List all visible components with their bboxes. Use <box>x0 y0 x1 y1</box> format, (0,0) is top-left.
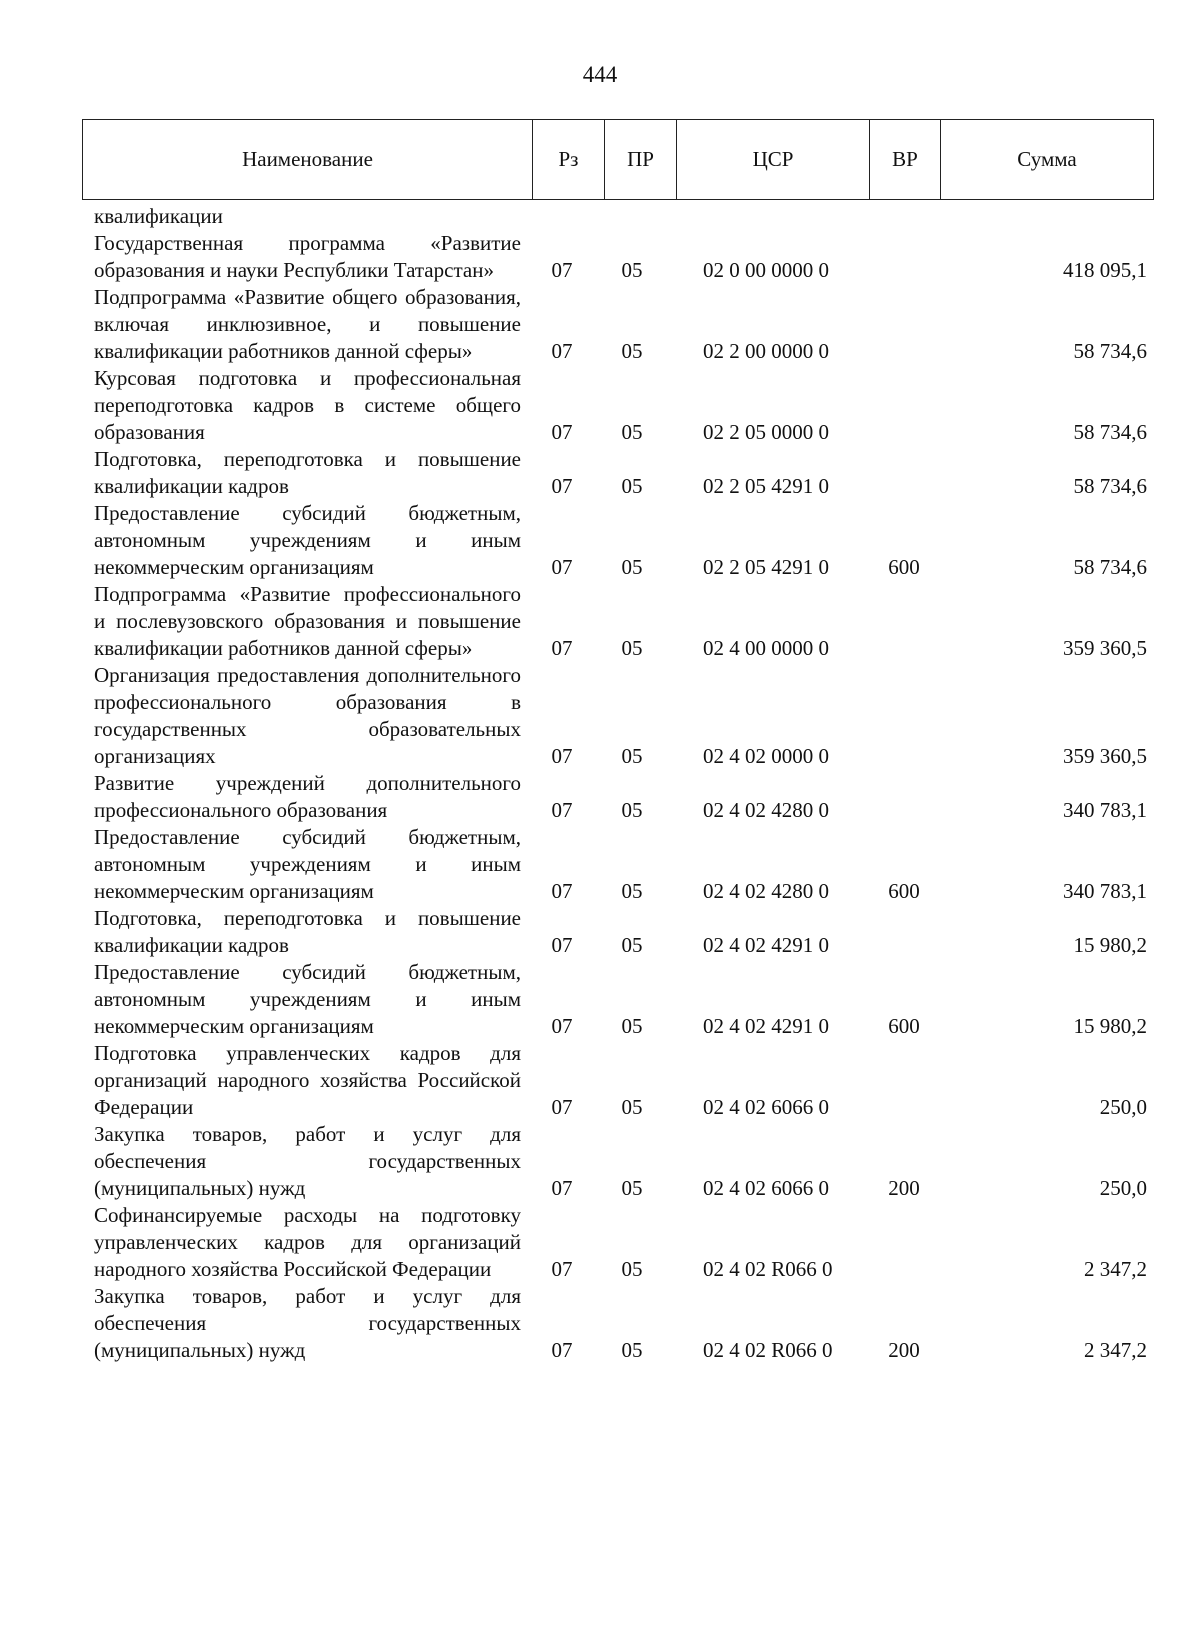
row-vr: 600 <box>888 1014 920 1038</box>
header-sum: Сумма <box>941 120 1154 200</box>
row-csr: 02 4 00 0000 0 <box>703 636 829 660</box>
row-name: Закупка товаров, работ и услуг для обеспечения государственных (муниципальных) нужд <box>94 1122 521 1200</box>
row-name: Предоставление субсидий бюджетным, автономным учреждениям и иным некоммерческим организациям <box>94 825 521 903</box>
row-rz: 07 <box>551 798 573 822</box>
row-name: Организация предоставления дополнительного профессионального образования в государственных образовательных организациях <box>94 663 521 768</box>
row-sum: 15 980,2 <box>1073 933 1147 957</box>
row-pr: 05 <box>621 1176 643 1200</box>
row-rz: 07 <box>551 474 573 498</box>
row-rz: 07 <box>551 879 573 903</box>
row-name: Курсовая подготовка и профессиональная переподготовка кадров в системе общего образования <box>94 366 521 444</box>
row-vr: 600 <box>888 879 920 903</box>
table-row <box>82 662 1147 770</box>
table-row <box>82 581 1147 662</box>
row-name: Предоставление субсидий бюджетным, автономным учреждениям и иным некоммерческим организациям <box>94 501 521 579</box>
row-pr: 05 <box>621 420 643 444</box>
row-rz: 07 <box>551 744 573 768</box>
row-sum: 340 783,1 <box>1063 879 1147 903</box>
row-pr: 05 <box>621 1338 643 1362</box>
row-sum: 58 734,6 <box>1073 474 1147 498</box>
row-sum: 250,0 <box>1099 1176 1147 1200</box>
row-sum: 418 095,1 <box>1063 258 1147 282</box>
row-csr: 02 2 05 0000 0 <box>703 420 829 444</box>
row-name: Развитие учреждений дополнительного профессионального образования <box>94 771 521 822</box>
row-pr: 05 <box>621 879 643 903</box>
row-name: Подготовка управленческих кадров для организаций народного хозяйства Российской Федерации <box>94 1041 521 1119</box>
row-name: Государственная программа «Развитие образования и науки Республики Татарстан» <box>94 231 521 282</box>
row-rz: 07 <box>551 1257 573 1281</box>
row-sum: 359 360,5 <box>1063 636 1147 660</box>
row-sum: 250,0 <box>1099 1095 1147 1119</box>
header-csr: ЦСР <box>677 120 870 200</box>
row-rz: 07 <box>551 933 573 957</box>
row-csr: 02 4 02 4291 0 <box>703 1014 829 1038</box>
table-row <box>82 500 1147 581</box>
row-rz: 07 <box>551 1338 573 1362</box>
row-csr: 02 4 02 4280 0 <box>703 879 829 903</box>
table-row <box>82 230 1147 284</box>
row-name: Подготовка, переподготовка и повышение квалификации кадров <box>94 906 521 957</box>
table-header <box>82 119 1154 200</box>
table-row <box>82 959 1147 1040</box>
row-pr: 05 <box>621 636 643 660</box>
row-sum: 58 734,6 <box>1073 420 1147 444</box>
row-pr: 05 <box>621 744 643 768</box>
row-csr: 02 2 05 4291 0 <box>703 474 829 498</box>
table-row <box>82 824 1147 905</box>
row-pr: 05 <box>621 474 643 498</box>
header-vr: ВР <box>870 120 941 200</box>
table-row <box>82 446 1147 500</box>
row-rz: 07 <box>551 420 573 444</box>
header-name: Наименование <box>83 120 533 200</box>
table-row <box>82 1202 1147 1283</box>
row-sum: 58 734,6 <box>1073 555 1147 579</box>
row-rz: 07 <box>551 1014 573 1038</box>
row-pr: 05 <box>621 1095 643 1119</box>
row-csr: 02 4 02 0000 0 <box>703 744 829 768</box>
row-pr: 05 <box>621 1257 643 1281</box>
row-sum: 359 360,5 <box>1063 744 1147 768</box>
row-rz: 07 <box>551 1095 573 1119</box>
table-row <box>82 1040 1147 1121</box>
header-rz: Рз <box>533 120 605 200</box>
row-rz: 07 <box>551 555 573 579</box>
row-name: Подпрограмма «Развитие общего образования, включая инклюзивное, и повышение квалификации работников данной сферы» <box>94 285 521 363</box>
row-csr: 02 4 02 4291 0 <box>703 933 829 957</box>
row-csr: 02 0 00 0000 0 <box>703 258 829 282</box>
table-row <box>82 1121 1147 1202</box>
page-number: 444 <box>582 62 618 87</box>
row-pr: 05 <box>621 555 643 579</box>
row-vr: 200 <box>888 1176 920 1200</box>
table-row <box>82 284 1147 365</box>
table-row <box>82 1283 1147 1364</box>
row-csr: 02 2 00 0000 0 <box>703 339 829 363</box>
row-pr: 05 <box>621 339 643 363</box>
row-pr: 05 <box>621 798 643 822</box>
row-csr: 02 2 05 4291 0 <box>703 555 829 579</box>
row-pr: 05 <box>621 933 643 957</box>
continuation-text: квалификации <box>94 204 223 228</box>
row-rz: 07 <box>551 636 573 660</box>
table-body <box>82 203 1147 1364</box>
row-name: Подготовка, переподготовка и повышение квалификации кадров <box>94 447 521 498</box>
row-csr: 02 4 02 R066 0 <box>703 1257 833 1281</box>
row-csr: 02 4 02 R066 0 <box>703 1338 833 1362</box>
row-name: Предоставление субсидий бюджетным, автономным учреждениям и иным некоммерческим организациям <box>94 960 521 1038</box>
table-row <box>82 770 1147 824</box>
row-rz: 07 <box>551 339 573 363</box>
row-sum: 340 783,1 <box>1063 798 1147 822</box>
row-vr: 600 <box>888 555 920 579</box>
header-pr: ПР <box>605 120 677 200</box>
row-sum: 58 734,6 <box>1073 339 1147 363</box>
row-pr: 05 <box>621 258 643 282</box>
row-csr: 02 4 02 6066 0 <box>703 1176 829 1200</box>
row-sum: 2 347,2 <box>1084 1338 1147 1362</box>
row-name: Софинансируемые расходы на подготовку управленческих кадров для организаций народного хозяйства Российской Федерации <box>94 1203 521 1281</box>
row-rz: 07 <box>551 258 573 282</box>
continuation-row <box>82 203 1147 230</box>
row-name: Закупка товаров, работ и услуг для обеспечения государственных (муниципальных) нужд <box>94 1284 521 1362</box>
row-name: Подпрограмма «Развитие профессионального и послевузовского образования и повышение квалификации работников данной сферы» <box>94 582 521 660</box>
table-row <box>82 365 1147 446</box>
row-csr: 02 4 02 4280 0 <box>703 798 829 822</box>
row-sum: 15 980,2 <box>1073 1014 1147 1038</box>
row-csr: 02 4 02 6066 0 <box>703 1095 829 1119</box>
row-sum: 2 347,2 <box>1084 1257 1147 1281</box>
table-row <box>82 905 1147 959</box>
row-rz: 07 <box>551 1176 573 1200</box>
row-vr: 200 <box>888 1338 920 1362</box>
row-pr: 05 <box>621 1014 643 1038</box>
